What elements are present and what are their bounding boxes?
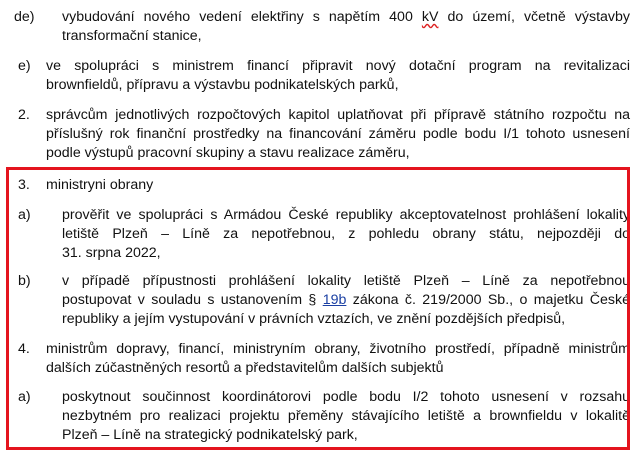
item-label: b): [18, 273, 31, 289]
item-label: e): [18, 58, 31, 74]
item-line: brownfieldů, přípravu a výstavbu podnikatelských parků,: [46, 77, 399, 93]
item-line: poskytnout součinnost koordinátorovi podle bodu I/2 tohoto usnesení v rozsahu: [62, 389, 630, 405]
item-line: 31. srpna 2022,: [62, 245, 161, 261]
item-line: Plzeň – Líně na strategický podnikatelský park,: [62, 427, 358, 443]
item-line: nezbytném pro realizaci projektu přeměny stávajícího letiště a brownfieldu v lokalitě: [62, 408, 630, 424]
item-line: podle výstupů pracovní skupiny a stavu realizace záměru,: [46, 145, 410, 161]
item-line: ve spolupráci s ministrem financí připravit nový dotační program na revitalizaci: [46, 58, 630, 74]
item-line: letiště Plzeň – Líně za nepotřebnou, z pohledu obrany státu, nejpozději do: [62, 226, 630, 242]
item-line: příslušný rok finanční prostředky na financování záměru podle bodu I/1 tohoto usnesení: [46, 126, 630, 142]
item-label: de): [14, 9, 35, 25]
item-line: republiky a jejím vystupování v právních vztazích, ve znění pozdějších předpisů,: [62, 311, 566, 327]
item-line: postupovat v souladu s ustanovením § 19b zákona č. 219/2000 Sb., o majetku České: [62, 292, 630, 308]
item-line: v případě přípustnosti prohlášení lokality letiště Plzeň – Líně za nepotřebnou: [62, 273, 630, 289]
item-line: ministryni obrany: [46, 177, 154, 193]
item-label: 3.: [18, 177, 30, 193]
item-label: 2.: [18, 107, 30, 123]
spellcheck-word: kV: [421, 9, 439, 25]
item-line: transformační stanice,: [62, 28, 202, 44]
item-line: dalších zúčastněných resortů a představitelům dalších subjektů: [46, 360, 444, 376]
highlight-frame: [6, 167, 630, 450]
item-label: a): [18, 207, 31, 223]
item-label: 4.: [18, 341, 30, 357]
item-line: vybudování nového vedení elektřiny s napětím 400 kV do území, včetně výstavby: [62, 9, 630, 25]
item-line: správcům jednotlivých rozpočtových kapitol uplatňovat při přípravě státního rozpočtu na: [46, 107, 630, 123]
item-label: a): [18, 389, 31, 405]
item-line: prověřit ve spolupráci s Armádou České republiky akceptovatelnost prohlášení lokality: [62, 207, 630, 223]
item-line: ministrům dopravy, financí, ministryním obrany, životního prostředí, případně ministrům: [46, 341, 630, 357]
law-link[interactable]: 19b: [322, 292, 347, 308]
